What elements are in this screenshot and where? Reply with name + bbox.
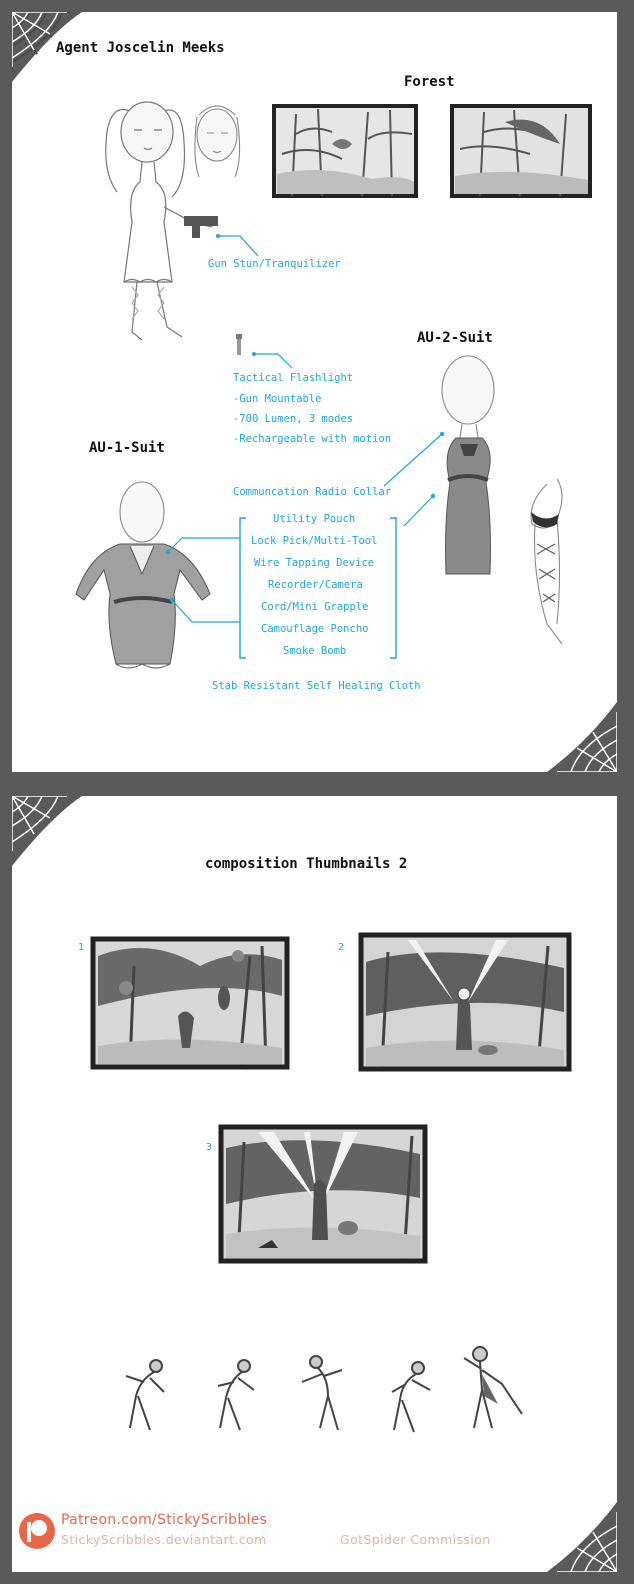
deviantart-link[interactable]: StickyScribbles.deviantart.com [61,1532,267,1547]
gadget-grapple: Cord/Mini Grapple [261,601,369,613]
pose-sketch-3 [294,1352,350,1434]
gadget-lock-pick: Lock Pick/Multi-Tool [251,535,378,547]
cloth-label: Stab Resistant Self Healing Cloth [212,680,421,692]
composition-thumbnail-3 [218,1124,428,1266]
flashlight-spec-lumen: -700 Lumen, 3 modes [233,413,354,425]
gadget-smoke-bomb: Smoke Bomb [283,645,347,657]
flashlight-title: Tactical Flashlight [233,372,354,384]
spiderweb-top-left-icon [12,796,102,886]
flashlight-callout-line [250,348,300,372]
pose-sketch-4 [384,1358,438,1436]
au1-suit-label: AU-1-Suit [89,440,165,456]
pose-sketch-5 [458,1344,528,1434]
thumbnail-number-3: 3 [206,1142,213,1153]
thumbnail-number-1: 1 [78,942,85,953]
spiderweb-bottom-right-icon [527,1482,617,1572]
pose-sketch-1 [120,1356,174,1434]
spiderweb-bottom-right-icon [527,682,617,772]
collar-label: Communcation Radio Collar [233,486,392,498]
patreon-link[interactable]: Patreon.com/StickyScribbles [61,1512,268,1528]
composition-thumbnail-1 [90,936,290,1072]
au2-leg-detail-sketch [517,474,587,654]
composition-thumbnails-panel [12,796,617,1572]
patreon-logo-icon [18,1512,56,1550]
au2-suit-label: AU-2-Suit [417,330,493,346]
thumbnails-title: composition Thumbnails 2 [205,856,408,872]
gadget-recorder: Recorder/Camera [268,579,363,591]
forest-thumbnail-1 [272,104,418,200]
thumbnail-number-2: 2 [338,942,345,953]
flashlight-spec-mountable: -Gun Mountable [233,393,322,405]
gadget-utility-pouch: Utility Pouch [273,513,356,525]
gun-label: Gun Stun/Tranquilizer [208,258,341,270]
composition-thumbnail-2 [358,932,572,1074]
gadget-wire-tap: Wire Tapping Device [254,557,375,569]
collar-callout-line [380,430,450,490]
flashlight-icon [234,334,244,356]
character-title: Agent Joscelin Meeks [56,40,225,56]
flashlight-spec-recharge: -Rechargeable with motion [233,433,392,445]
commission-label: GotSpider Commission [340,1532,491,1547]
character-sheet-panel [12,12,617,772]
pose-sketch-2 [208,1356,262,1434]
forest-thumbnail-2 [450,104,592,200]
forest-label: Forest [404,74,455,90]
character-head-sketch [187,97,247,187]
gadget-poncho: Camouflage Poncho [261,623,369,635]
